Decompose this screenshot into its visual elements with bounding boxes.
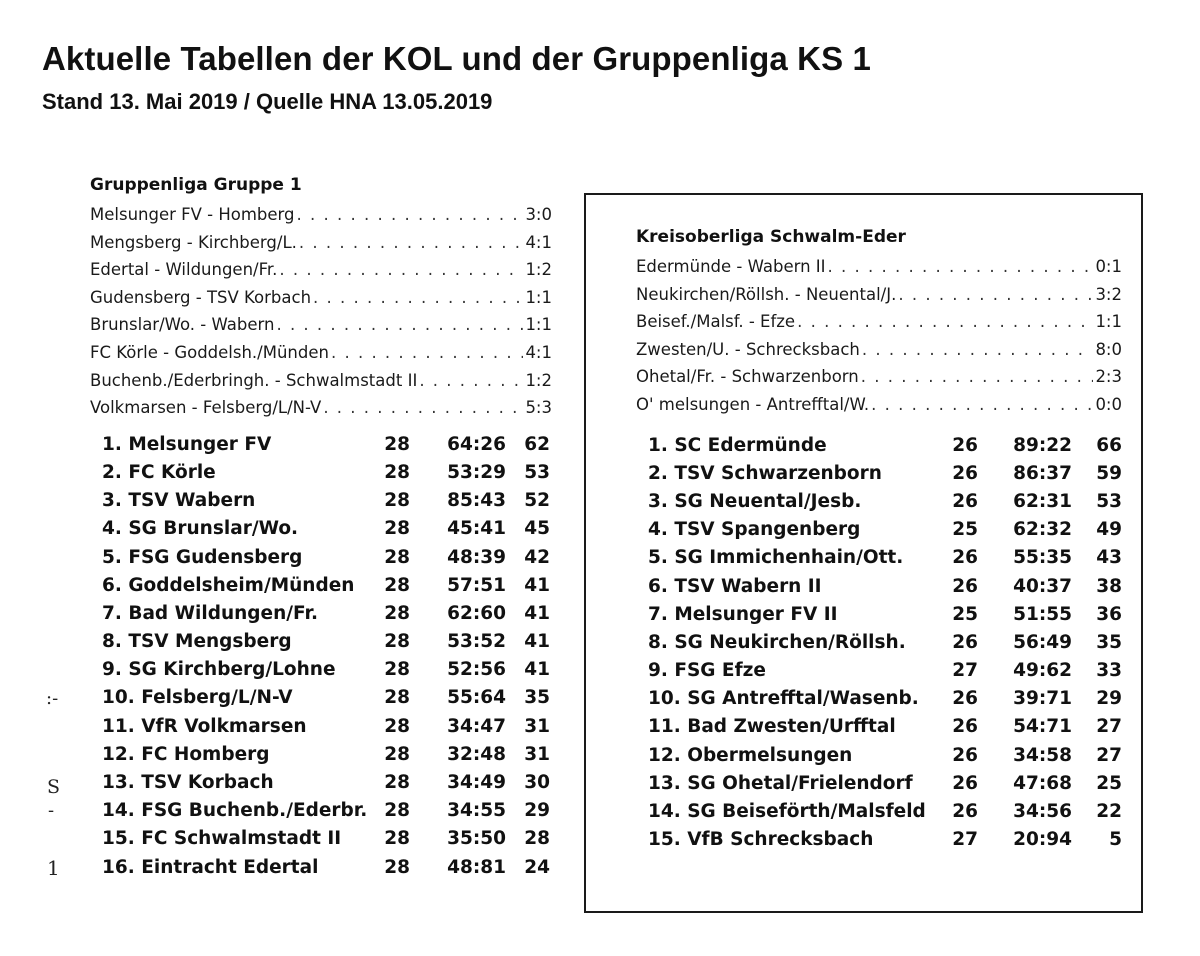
- team-name: 6. TSV Wabern II: [648, 575, 822, 597]
- gruppenliga-section: [90, 174, 552, 882]
- games-played: 26: [952, 631, 978, 653]
- team-name: 11. Bad Zwesten/Urfftal: [648, 716, 896, 738]
- goal-record: 45:41: [447, 518, 506, 540]
- goal-record: 49:62: [1013, 660, 1072, 682]
- team-name: 15. FC Schwalmstadt II: [102, 828, 342, 850]
- kreisoberliga-section: [636, 226, 1122, 854]
- goal-record: 34:47: [447, 715, 506, 737]
- result-row: [90, 311, 552, 339]
- games-played: 26: [952, 801, 978, 822]
- goal-record: 55:35: [1013, 547, 1072, 569]
- team-name: 13. TSV Korbach: [102, 772, 274, 793]
- table-row: [90, 797, 552, 825]
- table-row: [636, 460, 1122, 488]
- match-label: Neukirchen/Röllsh. - Neuental/J.: [636, 284, 897, 304]
- table-row: [636, 685, 1122, 713]
- team-name: 15. VfB Schrecksbach: [648, 829, 874, 851]
- standings-table: [636, 432, 1122, 855]
- team-name: 8. SG Neukirchen/Röllsh.: [648, 631, 906, 653]
- points: 45: [524, 518, 550, 540]
- team-name: 5. FSG Gudensberg: [102, 546, 303, 568]
- team-name: 14. FSG Buchenb./Ederbr.: [102, 800, 368, 822]
- table-row: [636, 544, 1122, 572]
- goal-record: 53:29: [447, 461, 506, 483]
- match-score: 1:1: [1095, 312, 1122, 332]
- team-name: 14. SG Beiseförth/Malsfeld: [648, 801, 926, 822]
- table-row: [636, 488, 1122, 516]
- goal-record: 47:68: [1013, 772, 1072, 794]
- games-played: 28: [384, 743, 410, 765]
- match-score: 1:2: [525, 260, 552, 280]
- games-played: 26: [952, 744, 978, 766]
- points: 52: [524, 490, 550, 512]
- points: 27: [1096, 716, 1122, 738]
- table-row: [90, 825, 552, 853]
- points: 29: [524, 800, 550, 822]
- points: 49: [1096, 519, 1122, 541]
- result-row: [636, 308, 1122, 336]
- points: 5: [1109, 829, 1122, 851]
- match-score: 1:2: [525, 370, 552, 390]
- result-row: [636, 363, 1122, 391]
- result-row: [90, 367, 552, 395]
- page-title: Aktuelle Tabellen der KOL und der Gruppenliga KS 1: [42, 40, 871, 77]
- result-row: [90, 201, 552, 229]
- goal-record: 56:49: [1013, 631, 1072, 653]
- goal-record: 34:56: [1013, 801, 1072, 822]
- table-row: [636, 573, 1122, 601]
- goal-record: 54:71: [1013, 716, 1072, 738]
- points: 43: [1096, 547, 1122, 569]
- team-name: 7. Bad Wildungen/Fr.: [102, 602, 318, 624]
- points: 24: [524, 856, 550, 878]
- table-row: [90, 487, 552, 515]
- table-row: [90, 600, 552, 628]
- games-played: 25: [952, 603, 978, 625]
- points: 30: [524, 772, 550, 793]
- match-score: 8:0: [1095, 339, 1122, 359]
- points: 31: [524, 715, 550, 737]
- margin-mark: -: [48, 800, 55, 821]
- match-label: FC Körle - Goddelsh./Münden: [90, 342, 329, 362]
- table-row: [636, 629, 1122, 657]
- match-score: 0:0: [1095, 394, 1122, 414]
- games-played: 28: [384, 490, 410, 512]
- team-name: 11. VfR Volkmarsen: [102, 715, 307, 737]
- games-played: 28: [384, 546, 410, 568]
- table-row: [636, 516, 1122, 544]
- games-played: 28: [384, 518, 410, 540]
- table-row: [636, 826, 1122, 854]
- goal-record: 55:64: [447, 687, 506, 709]
- standings-table: [90, 431, 552, 882]
- leader-dots: [299, 229, 524, 257]
- table-row: [90, 544, 552, 572]
- leader-dots: [797, 308, 1093, 336]
- points: 29: [1096, 688, 1122, 710]
- team-name: 5. SG Immichenhain/Ott.: [648, 547, 904, 569]
- table-row: [90, 713, 552, 741]
- table-row: [636, 798, 1122, 826]
- points: 41: [524, 602, 550, 624]
- match-score: 3:0: [525, 205, 552, 224]
- games-played: 28: [384, 433, 410, 455]
- match-label: Edermünde - Wabern II: [636, 257, 826, 276]
- table-row: [90, 854, 552, 882]
- match-label: Buchenb./Ederbringh. - Schwalmstadt II: [90, 370, 418, 390]
- table-row: [90, 515, 552, 543]
- leader-dots: [862, 336, 1094, 364]
- points: 41: [524, 631, 550, 653]
- goal-record: 51:55: [1013, 603, 1072, 625]
- games-played: 28: [384, 800, 410, 822]
- team-name: 2. FC Körle: [102, 461, 216, 483]
- team-name: 4. SG Brunslar/Wo.: [102, 518, 299, 540]
- points: 31: [524, 743, 550, 765]
- results-list: [90, 201, 552, 422]
- goal-record: 39:71: [1013, 688, 1072, 710]
- leader-dots: [419, 367, 523, 395]
- team-name: 12. FC Homberg: [102, 743, 270, 765]
- table-row: [90, 684, 552, 712]
- goal-record: 85:43: [447, 490, 506, 512]
- goal-record: 62:32: [1013, 519, 1072, 541]
- games-played: 28: [384, 772, 410, 793]
- games-played: 26: [952, 490, 978, 512]
- points: 36: [1096, 603, 1122, 625]
- match-label: O' melsungen - Antrefftal/W.: [636, 394, 870, 414]
- goal-record: 48:81: [447, 856, 506, 878]
- games-played: 28: [384, 602, 410, 624]
- goal-record: 64:26: [447, 433, 506, 455]
- table-row: [636, 713, 1122, 741]
- games-played: 26: [952, 547, 978, 569]
- result-row: [90, 229, 552, 257]
- team-name: 16. Eintracht Edertal: [102, 856, 319, 878]
- goal-record: 52:56: [447, 659, 506, 681]
- games-played: 28: [384, 715, 410, 737]
- points: 66: [1096, 434, 1122, 456]
- games-played: 28: [384, 574, 410, 596]
- points: 35: [524, 687, 550, 709]
- games-played: 28: [384, 659, 410, 681]
- games-played: 26: [952, 575, 978, 597]
- match-score: 0:1: [1095, 257, 1122, 276]
- match-score: 3:2: [1095, 284, 1122, 304]
- goal-record: 34:55: [447, 800, 506, 822]
- match-label: Melsunger FV - Homberg: [90, 205, 295, 224]
- league-heading: Kreisoberliga Schwalm-Eder: [636, 227, 906, 247]
- leader-dots: [313, 284, 523, 312]
- goal-record: 62:60: [447, 602, 506, 624]
- goal-record: 34:58: [1013, 744, 1072, 766]
- margin-mark: 1: [47, 856, 60, 880]
- points: 28: [524, 828, 550, 850]
- points: 62: [524, 433, 550, 455]
- team-name: 10. Felsberg/L/N-V: [102, 687, 293, 709]
- leader-dots: [871, 391, 1093, 419]
- points: 42: [524, 546, 550, 568]
- match-label: Edertal - Wildungen/Fr.: [90, 260, 278, 280]
- games-played: 25: [952, 519, 978, 541]
- table-row: [636, 432, 1122, 460]
- points: 35: [1096, 631, 1122, 653]
- match-score: 1:1: [525, 315, 552, 335]
- goal-record: 48:39: [447, 546, 506, 568]
- team-name: 9. FSG Efze: [648, 660, 766, 682]
- result-row: [90, 256, 552, 284]
- table-row: [90, 769, 552, 797]
- games-played: 27: [952, 829, 978, 851]
- team-name: 2. TSV Schwarzenborn: [648, 462, 882, 484]
- team-name: 6. Goddelsheim/Münden: [102, 574, 355, 596]
- points: 53: [524, 461, 550, 483]
- match-label: Beisef./Malsf. - Efze: [636, 312, 796, 332]
- table-row: [90, 572, 552, 600]
- match-score: 2:3: [1095, 367, 1122, 387]
- page-subtitle: Stand 13. Mai 2019 / Quelle HNA 13.05.2019: [42, 89, 493, 114]
- games-played: 26: [952, 434, 978, 456]
- match-label: Ohetal/Fr. - Schwarzenborn: [636, 367, 859, 387]
- result-row: [90, 394, 552, 422]
- table-row: [90, 459, 552, 487]
- goal-record: 34:49: [447, 772, 506, 793]
- points: 33: [1096, 660, 1122, 682]
- margin-mark: :-: [46, 688, 59, 709]
- table-row: [636, 770, 1122, 798]
- match-score: 1:1: [525, 287, 552, 307]
- result-row: [636, 281, 1122, 309]
- points: 41: [524, 659, 550, 681]
- margin-mark: S: [47, 776, 61, 798]
- match-score: 4:1: [525, 232, 552, 252]
- table-row: [636, 657, 1122, 685]
- match-label: Zwesten/U. - Schrecksbach: [636, 339, 860, 359]
- goal-record: 40:37: [1013, 575, 1072, 597]
- goal-record: 35:50: [447, 828, 506, 850]
- leader-dots: [323, 394, 523, 422]
- points: 22: [1096, 801, 1122, 822]
- result-row: [90, 339, 552, 367]
- team-name: 10. SG Antrefftal/Wasenb.: [648, 688, 919, 710]
- leader-dots: [331, 339, 523, 367]
- games-played: 26: [952, 772, 978, 794]
- table-row: [90, 628, 552, 656]
- league-heading: Gruppenliga Gruppe 1: [90, 175, 302, 195]
- leader-dots: [276, 311, 523, 339]
- match-label: Volkmarsen - Felsberg/L/N-V: [90, 398, 322, 418]
- match-label: Gudensberg - TSV Korbach: [90, 287, 312, 307]
- match-score: 4:1: [525, 342, 552, 362]
- team-name: 4. TSV Spangenberg: [648, 519, 861, 541]
- leader-dots: [898, 281, 1093, 309]
- games-played: 26: [952, 688, 978, 710]
- result-row: [90, 284, 552, 312]
- match-label: Mengsberg - Kirchberg/L.: [90, 232, 297, 252]
- table-row: [90, 741, 552, 769]
- table-row: [90, 656, 552, 684]
- leader-dots: [861, 363, 1094, 391]
- result-row: [636, 253, 1122, 281]
- points: 59: [1096, 462, 1122, 484]
- goal-record: 89:22: [1013, 434, 1072, 456]
- table-row: [636, 742, 1122, 770]
- points: 38: [1096, 575, 1122, 597]
- games-played: 28: [384, 461, 410, 483]
- leader-dots: [297, 201, 524, 229]
- team-name: 8. TSV Mengsberg: [102, 631, 292, 653]
- goal-record: 62:31: [1013, 490, 1072, 512]
- games-played: 28: [384, 687, 410, 709]
- leader-dots: [828, 253, 1094, 281]
- games-played: 28: [384, 828, 410, 850]
- goal-record: 57:51: [447, 574, 506, 596]
- goal-record: 32:48: [447, 743, 506, 765]
- games-played: 27: [952, 660, 978, 682]
- games-played: 28: [384, 856, 410, 878]
- team-name: 12. Obermelsungen: [648, 744, 853, 766]
- games-played: 26: [952, 462, 978, 484]
- team-name: 3. SG Neuental/Jesb.: [648, 490, 862, 512]
- match-label: Brunslar/Wo. - Wabern: [90, 315, 275, 335]
- team-name: 13. SG Ohetal/Frielendorf: [648, 772, 913, 794]
- points: 53: [1096, 490, 1122, 512]
- result-row: [636, 336, 1122, 364]
- games-played: 28: [384, 631, 410, 653]
- points: 27: [1096, 744, 1122, 766]
- match-score: 5:3: [525, 398, 552, 418]
- team-name: 7. Melsunger FV II: [648, 603, 838, 625]
- leader-dots: [279, 256, 523, 284]
- table-row: [90, 431, 552, 459]
- team-name: 1. SC Edermünde: [648, 434, 827, 456]
- goal-record: 53:52: [447, 631, 506, 653]
- points: 41: [524, 574, 550, 596]
- team-name: 1. Melsunger FV: [102, 433, 272, 455]
- result-row: [636, 391, 1122, 419]
- team-name: 9. SG Kirchberg/Lohne: [102, 659, 336, 681]
- goal-record: 86:37: [1013, 462, 1072, 484]
- points: 25: [1096, 772, 1122, 794]
- team-name: 3. TSV Wabern: [102, 490, 256, 512]
- games-played: 26: [952, 716, 978, 738]
- results-list: [636, 253, 1122, 419]
- table-row: [636, 601, 1122, 629]
- goal-record: 20:94: [1013, 829, 1072, 851]
